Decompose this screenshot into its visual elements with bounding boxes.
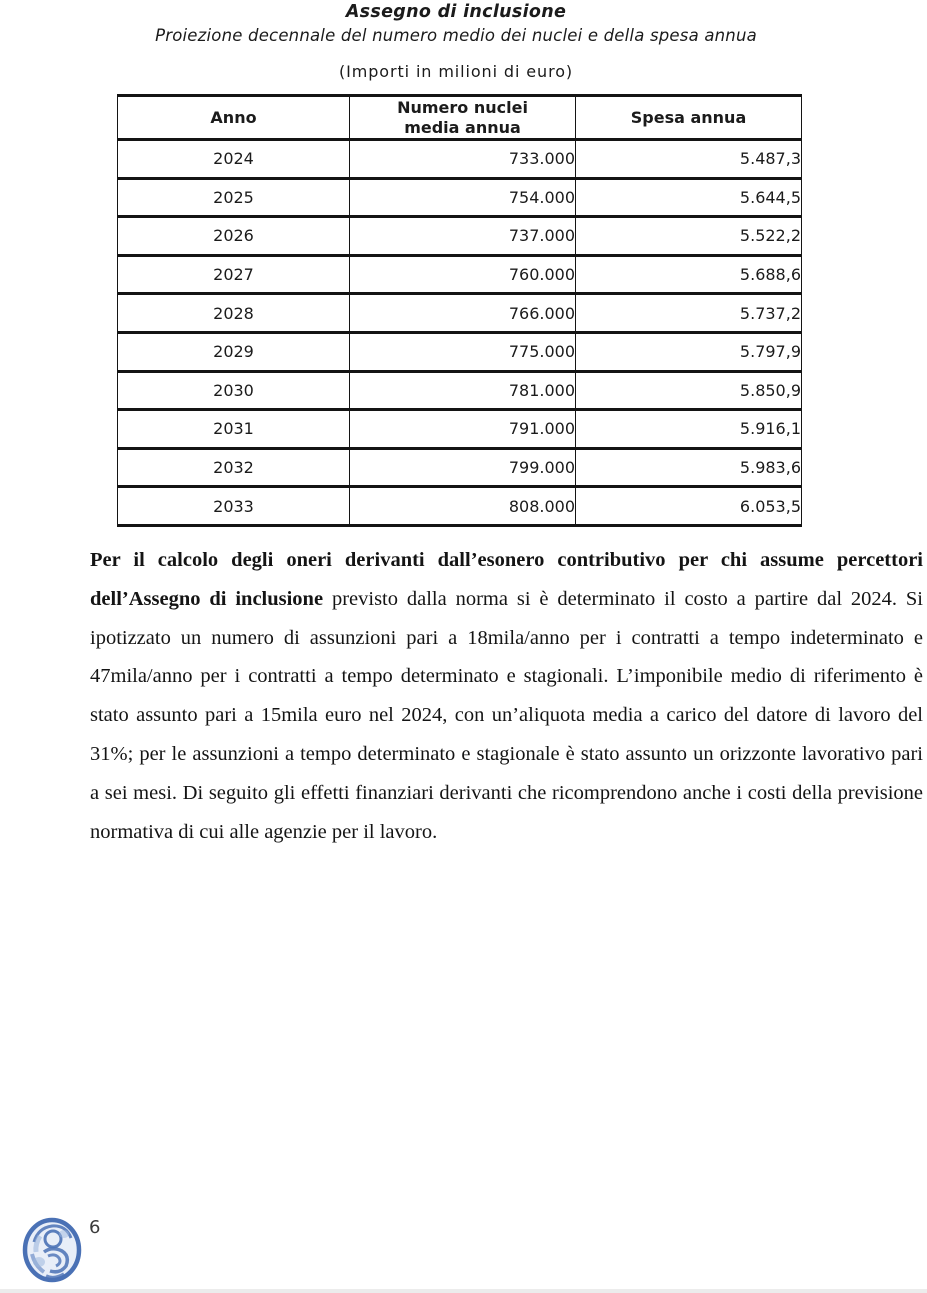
table-row xyxy=(118,255,802,294)
cell-anno: 2029 xyxy=(118,332,350,371)
cell-spesa: 6.053,5 xyxy=(576,487,802,526)
table-row xyxy=(118,294,802,333)
cell-spesa: 5.850,9 xyxy=(576,371,802,410)
column-header-anno: Anno xyxy=(118,96,350,140)
cell-nuclei: 766.000 xyxy=(350,294,576,333)
cell-spesa: 5.522,2 xyxy=(576,217,802,256)
cell-nuclei: 737.000 xyxy=(350,217,576,256)
page-number: 6 xyxy=(89,1217,101,1238)
table-row xyxy=(118,217,802,256)
cell-anno: 2027 xyxy=(118,255,350,294)
cell-nuclei: 781.000 xyxy=(350,371,576,410)
projection-table xyxy=(117,94,802,527)
cell-anno: 2025 xyxy=(118,178,350,217)
cell-spesa: 5.644,5 xyxy=(576,178,802,217)
table-row xyxy=(118,410,802,449)
cell-spesa: 5.797,9 xyxy=(576,332,802,371)
cell-anno: 2030 xyxy=(118,371,350,410)
table-row xyxy=(118,140,802,179)
cell-nuclei: 760.000 xyxy=(350,255,576,294)
cell-spesa: 5.983,6 xyxy=(576,448,802,487)
document-title: Assegno di inclusione xyxy=(345,2,567,22)
cell-nuclei: 791.000 xyxy=(350,410,576,449)
cell-spesa: 5.487,3 xyxy=(576,140,802,179)
cell-anno: 2031 xyxy=(118,410,350,449)
table-row xyxy=(118,448,802,487)
cell-anno: 2026 xyxy=(118,217,350,256)
cell-spesa: 5.688,6 xyxy=(576,255,802,294)
table-row xyxy=(118,332,802,371)
cell-nuclei: 754.000 xyxy=(350,178,576,217)
body-paragraph xyxy=(90,541,923,851)
cell-spesa: 5.916,1 xyxy=(576,410,802,449)
cell-nuclei: 799.000 xyxy=(350,448,576,487)
paragraph-bold-text: Per il calcolo degli oneri derivanti dall’esonero contributivo per chi assume percettori dell’Assegno di inclusione xyxy=(90,549,923,610)
cell-anno: 2028 xyxy=(118,294,350,333)
scan-edge-artifact xyxy=(0,1289,927,1293)
column-header-nuclei-line1: Numero nuclei xyxy=(397,97,528,117)
cell-anno: 2024 xyxy=(118,140,350,179)
table-caption: (Importi in milioni di euro) xyxy=(338,62,574,81)
table-row xyxy=(118,487,802,526)
cell-nuclei: 733.000 xyxy=(350,140,576,179)
cell-anno: 2033 xyxy=(118,487,350,526)
paragraph-regular-text: previsto dalla norma si è determinato il costo a partire dal 2024. Si ipotizzato un numero di assunzioni pari a 18mila/anno per i contratti a tempo indeterminato e 47mila/anno per i contratti a tempo determinato e stagionali. L’imponibile medio di riferimento è stato assunto pari a 15mila euro nel 2024, con un’aliquota media a carico del datore di lavoro del 31%; per le assunzioni a tempo determinato e stagionale è stato assunto un orizzonte lavorativo pari a sei mesi. Di seguito gli effetti finanziari derivanti che ricomprendono anche i costi della previsione normativa di cui alle agenzie per il lavoro. xyxy=(90,587,923,843)
cell-nuclei: 775.000 xyxy=(350,332,576,371)
cell-anno: 2032 xyxy=(118,448,350,487)
column-header-nuclei-line2: media annua xyxy=(404,117,521,137)
cell-spesa: 5.737,2 xyxy=(576,294,802,333)
table-row xyxy=(118,178,802,217)
cell-nuclei: 808.000 xyxy=(350,487,576,526)
column-header-spesa: Spesa annua xyxy=(576,96,802,140)
table-header-row xyxy=(118,96,802,140)
document-subtitle: Proiezione decennale del numero medio dei nuclei e della spesa annua xyxy=(155,26,757,45)
blue-round-stamp-logo xyxy=(22,1214,84,1284)
table-row xyxy=(118,371,802,410)
column-header-nuclei xyxy=(350,96,576,140)
